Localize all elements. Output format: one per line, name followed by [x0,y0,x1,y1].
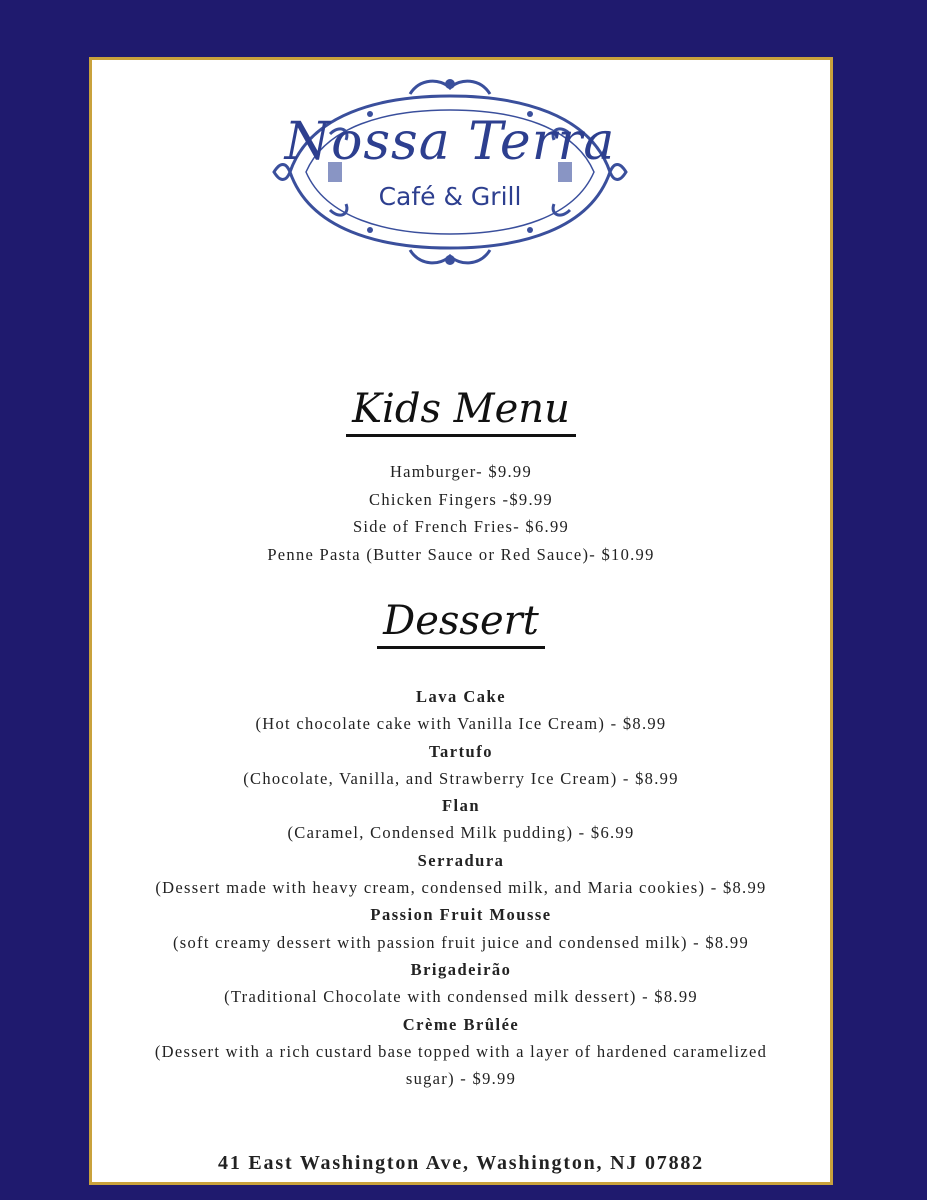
dessert-item-desc: (soft creamy dessert with passion fruit juice and condensed milk) - $8.99 [172,932,750,952]
restaurant-logo [270,74,630,270]
list-item: Penne Pasta (Butter Sauce or Red Sauce)- $10.99 [267,544,655,564]
dessert-list [92,683,830,1092]
logo-subtitle: Café & Grill [378,182,522,211]
dessert-item-desc: (Dessert made with heavy cream, condensed milk, and Maria cookies) - $8.99 [155,878,767,898]
restaurant-address: 41 East Washington Ave, Washington, NJ 07882 [218,1152,704,1174]
dessert-title-text: Dessert [377,598,545,649]
dessert-title [92,598,830,644]
dessert-item-desc: (Traditional Chocolate with condensed milk dessert) - $8.99 [224,987,698,1007]
ornamental-frame-icon [270,74,630,270]
dessert-item-desc: sugar) - $9.99 [405,1069,517,1089]
dessert-item-name: Serradura [417,850,505,870]
dessert-item-desc: (Chocolate, Vanilla, and Strawberry Ice Cream) - $8.99 [243,768,679,788]
list-item: Chicken Fingers -$9.99 [369,489,553,509]
kids-menu-title [92,386,830,432]
dessert-item-name: Crème Brûlée [402,1014,520,1034]
dessert-item-name: Lava Cake [415,687,507,706]
kids-menu-list [92,458,830,568]
list-item: Side of French Fries- $6.99 [352,517,570,536]
dessert-item-name: Brigadeirão [410,959,512,979]
list-item: Hamburger- $9.99 [389,462,533,481]
dessert-item-name: Passion Fruit Mousse [370,905,552,925]
kids-menu-title-text: Kids Menu [346,386,576,437]
dessert-item-name: Flan [441,796,481,816]
logo-name: Nossa Terra [284,112,616,172]
dessert-item-desc: (Hot chocolate cake with Vanilla Ice Cream) - $8.99 [255,714,667,734]
dessert-item-desc: (Caramel, Condensed Milk pudding) - $6.99 [287,823,635,843]
dessert-item-name: Tartufo [429,741,493,761]
dessert-item-desc: (Dessert with a rich custard base topped with a layer of hardened caramelized [154,1041,768,1061]
menu-page [89,57,833,1185]
